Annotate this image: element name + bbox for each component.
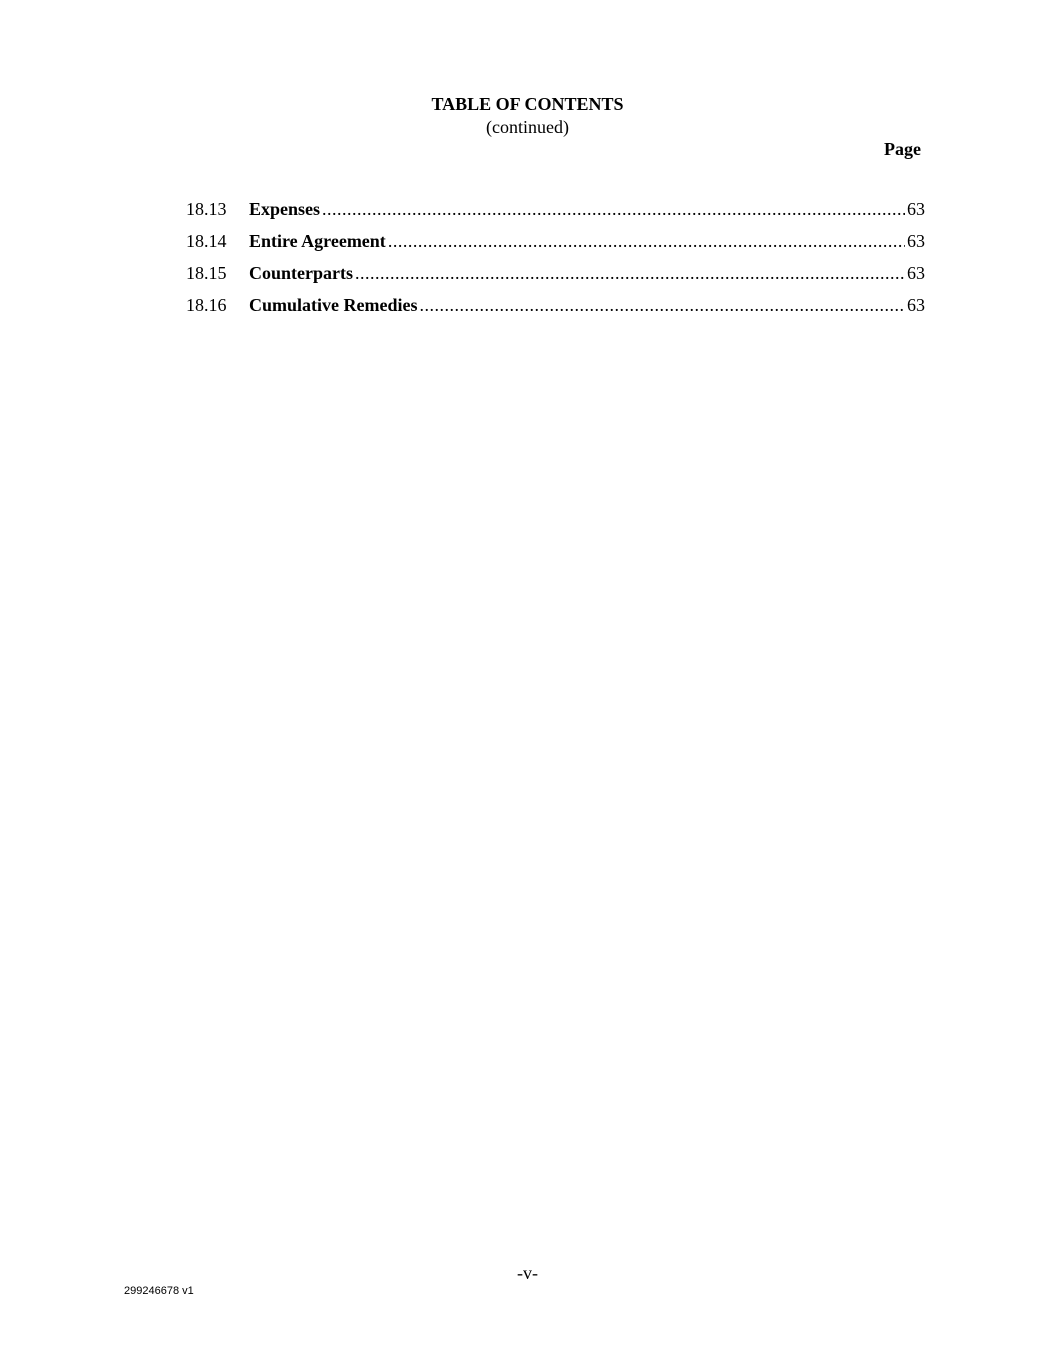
toc-entry-heading: Entire Agreement <box>249 231 386 251</box>
toc-entry-number: 18.14 <box>186 231 227 251</box>
toc-entry-page: 63 <box>907 295 925 315</box>
toc-leader-dots <box>355 262 905 284</box>
toc-entry-heading: Expenses <box>249 199 321 219</box>
toc-entry[interactable] <box>186 294 925 326</box>
toc-entry-number: 18.16 <box>186 295 227 315</box>
toc-entry-number: 18.13 <box>186 199 227 219</box>
page-title: TABLE OF CONTENTS <box>431 94 624 114</box>
toc-entry[interactable] <box>186 198 925 230</box>
toc-entry[interactable] <box>186 230 925 262</box>
document-id: 299246678 v1 <box>124 1285 194 1297</box>
toc-entry-page: 63 <box>907 199 925 219</box>
toc-leader-dots <box>322 198 905 220</box>
toc-entry-page: 63 <box>907 263 925 283</box>
page-column-label: Page <box>884 139 921 159</box>
toc-entry-page: 63 <box>907 231 925 251</box>
toc-entry-number: 18.15 <box>186 263 227 283</box>
toc-leader-dots <box>419 294 905 316</box>
toc-entry-heading: Counterparts <box>249 263 353 283</box>
footer-page-number: -v- <box>517 1263 538 1283</box>
toc-leader-dots <box>388 230 905 252</box>
toc-list <box>186 198 925 326</box>
toc-entry[interactable] <box>186 262 925 294</box>
page-subtitle: (continued) <box>486 117 569 137</box>
toc-entry-heading: Cumulative Remedies <box>249 295 418 315</box>
